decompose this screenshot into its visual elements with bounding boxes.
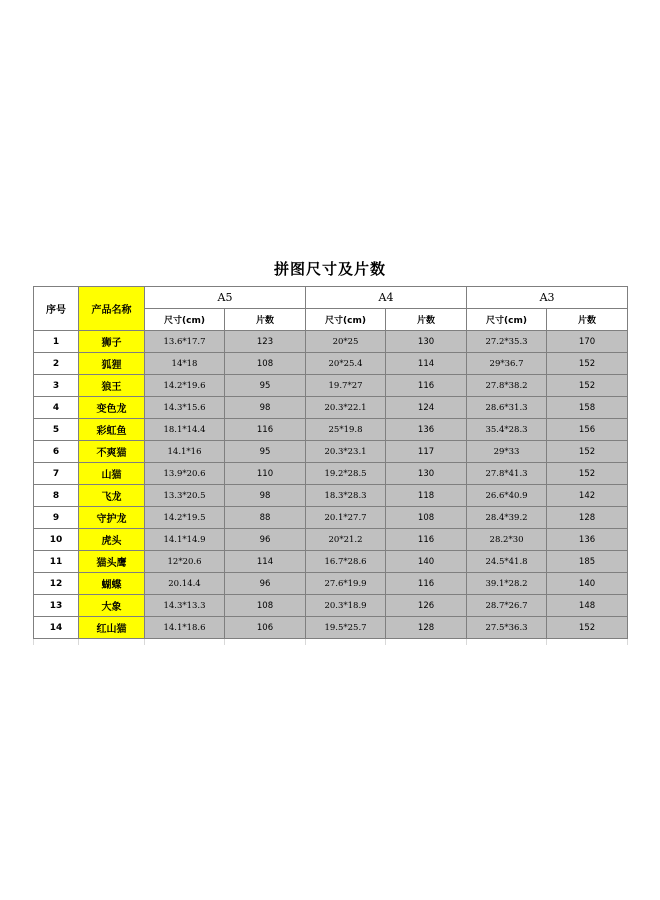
cell-a3-size[interactable]: 28.4*39.2	[467, 507, 547, 529]
table-row	[34, 507, 628, 529]
cell-product-name[interactable]: 彩虹鱼	[79, 419, 145, 441]
cell-a4-size[interactable]: 20.3*23.1	[306, 441, 386, 463]
table-row	[34, 397, 628, 419]
header-seq[interactable]: 序号	[34, 287, 79, 331]
cell-a4-pieces[interactable]: 130	[386, 463, 467, 485]
cell-a3-pieces[interactable]: 152	[547, 617, 628, 639]
table-row	[34, 595, 628, 617]
empty-cell[interactable]	[34, 639, 79, 646]
empty-row	[34, 639, 628, 646]
cell-a3-size[interactable]: 28.6*31.3	[467, 397, 547, 419]
cell-a5-size[interactable]: 14.2*19.5	[145, 507, 225, 529]
cell-product-name[interactable]: 飞龙	[79, 485, 145, 507]
empty-cell[interactable]	[306, 639, 386, 646]
cell-a3-pieces[interactable]: 170	[547, 331, 628, 353]
header-a5-size[interactable]: 尺寸(cm)	[145, 309, 225, 331]
cell-product-name[interactable]: 狐狸	[79, 353, 145, 375]
cell-product-name[interactable]: 猫头鹰	[79, 551, 145, 573]
cell-a4-size[interactable]: 19.5*25.7	[306, 617, 386, 639]
cell-a5-size[interactable]: 14.3*13.3	[145, 595, 225, 617]
cell-a5-pieces[interactable]: 108	[225, 595, 306, 617]
cell-product-name[interactable]: 狮子	[79, 331, 145, 353]
cell-seq[interactable]: 8	[34, 485, 79, 507]
cell-a4-pieces[interactable]: 116	[386, 573, 467, 595]
cell-a3-pieces[interactable]: 152	[547, 441, 628, 463]
cell-a4-pieces[interactable]: 126	[386, 595, 467, 617]
cell-a3-size[interactable]: 26.6*40.9	[467, 485, 547, 507]
cell-product-name[interactable]: 山猫	[79, 463, 145, 485]
cell-a4-size[interactable]: 19.2*28.5	[306, 463, 386, 485]
cell-a3-size[interactable]: 29*33	[467, 441, 547, 463]
cell-seq[interactable]: 13	[34, 595, 79, 617]
table-row	[34, 485, 628, 507]
cell-a4-pieces[interactable]: 117	[386, 441, 467, 463]
cell-a4-pieces[interactable]: 140	[386, 551, 467, 573]
cell-a4-pieces[interactable]: 116	[386, 375, 467, 397]
table-row	[34, 573, 628, 595]
cell-a4-pieces[interactable]: 136	[386, 419, 467, 441]
cell-product-name[interactable]: 红山猫	[79, 617, 145, 639]
cell-a5-size[interactable]: 14.1*14.9	[145, 529, 225, 551]
table-body	[34, 331, 628, 646]
cell-a4-size[interactable]: 20.3*22.1	[306, 397, 386, 419]
cell-a5-size[interactable]: 12*20.6	[145, 551, 225, 573]
cell-a3-size[interactable]: 28.2*30	[467, 529, 547, 551]
cell-a5-pieces[interactable]: 96	[225, 529, 306, 551]
table-row	[34, 353, 628, 375]
cell-a5-pieces[interactable]: 110	[225, 463, 306, 485]
cell-a3-size[interactable]: 39.1*28.2	[467, 573, 547, 595]
cell-a4-size[interactable]: 20*25.4	[306, 353, 386, 375]
header-group-a5[interactable]: A5	[145, 287, 306, 309]
cell-a4-size[interactable]: 20*25	[306, 331, 386, 353]
cell-seq[interactable]: 14	[34, 617, 79, 639]
cell-a5-size[interactable]: 14.3*15.6	[145, 397, 225, 419]
cell-a5-size[interactable]: 13.3*20.5	[145, 485, 225, 507]
cell-seq[interactable]: 1	[34, 331, 79, 353]
table-row	[34, 419, 628, 441]
cell-a3-size[interactable]: 27.5*36.3	[467, 617, 547, 639]
cell-a5-pieces[interactable]: 88	[225, 507, 306, 529]
cell-a5-pieces[interactable]: 98	[225, 397, 306, 419]
cell-a4-size[interactable]: 19.7*27	[306, 375, 386, 397]
cell-product-name[interactable]: 不爽猫	[79, 441, 145, 463]
empty-cell[interactable]	[386, 639, 467, 646]
cell-seq[interactable]: 4	[34, 397, 79, 419]
cell-a3-pieces[interactable]: 140	[547, 573, 628, 595]
cell-a5-size[interactable]: 13.6*17.7	[145, 331, 225, 353]
cell-a5-size[interactable]: 14.1*16	[145, 441, 225, 463]
cell-a3-pieces[interactable]: 185	[547, 551, 628, 573]
header-group-a4[interactable]: A4	[306, 287, 467, 309]
header-a3-size[interactable]: 尺寸(cm)	[467, 309, 547, 331]
cell-a4-pieces[interactable]: 108	[386, 507, 467, 529]
empty-cell[interactable]	[79, 639, 145, 646]
cell-a5-pieces[interactable]: 114	[225, 551, 306, 573]
cell-a4-pieces[interactable]: 130	[386, 331, 467, 353]
table-row	[34, 529, 628, 551]
cell-a5-size[interactable]: 14.1*18.6	[145, 617, 225, 639]
cell-a3-pieces[interactable]: 142	[547, 485, 628, 507]
cell-a5-pieces[interactable]: 98	[225, 485, 306, 507]
cell-a5-pieces[interactable]: 106	[225, 617, 306, 639]
empty-cell[interactable]	[225, 639, 306, 646]
cell-a3-size[interactable]: 27.8*38.2	[467, 375, 547, 397]
header-row-groups	[34, 287, 628, 309]
cell-a3-size[interactable]: 27.8*41.3	[467, 463, 547, 485]
cell-a3-pieces[interactable]: 136	[547, 529, 628, 551]
header-product-name[interactable]: 产品名称	[79, 287, 145, 331]
cell-a5-pieces[interactable]: 95	[225, 375, 306, 397]
cell-seq[interactable]: 2	[34, 353, 79, 375]
table-row	[34, 441, 628, 463]
cell-a5-size[interactable]: 20.14.4	[145, 573, 225, 595]
cell-a4-pieces[interactable]: 114	[386, 353, 467, 375]
cell-a4-pieces[interactable]: 116	[386, 529, 467, 551]
table-row	[34, 375, 628, 397]
cell-seq[interactable]: 11	[34, 551, 79, 573]
cell-a5-pieces[interactable]: 123	[225, 331, 306, 353]
cell-a3-size[interactable]: 24.5*41.8	[467, 551, 547, 573]
header-a4-pieces[interactable]: 片数	[386, 309, 467, 331]
cell-a3-pieces[interactable]: 156	[547, 419, 628, 441]
cell-a4-size[interactable]: 25*19.8	[306, 419, 386, 441]
cell-a5-pieces[interactable]: 116	[225, 419, 306, 441]
cell-seq[interactable]: 3	[34, 375, 79, 397]
cell-seq[interactable]: 12	[34, 573, 79, 595]
table-title: 拼图尺寸及片数	[273, 260, 386, 278]
cell-product-name[interactable]: 变色龙	[79, 397, 145, 419]
cell-a3-pieces[interactable]: 128	[547, 507, 628, 529]
cell-a4-size[interactable]: 27.6*19.9	[306, 573, 386, 595]
cell-product-name[interactable]: 狼王	[79, 375, 145, 397]
cell-seq[interactable]: 9	[34, 507, 79, 529]
puzzle-size-table	[33, 286, 628, 645]
cell-seq[interactable]: 5	[34, 419, 79, 441]
cell-a3-pieces[interactable]: 158	[547, 397, 628, 419]
cell-seq[interactable]: 10	[34, 529, 79, 551]
cell-a3-pieces[interactable]: 148	[547, 595, 628, 617]
cell-product-name[interactable]: 大象	[79, 595, 145, 617]
cell-product-name[interactable]: 虎头	[79, 529, 145, 551]
cell-a4-size[interactable]: 20*21.2	[306, 529, 386, 551]
empty-cell[interactable]	[467, 639, 547, 646]
header-a4-size[interactable]: 尺寸(cm)	[306, 309, 386, 331]
cell-a5-size[interactable]: 14.2*19.6	[145, 375, 225, 397]
empty-cell[interactable]	[145, 639, 225, 646]
cell-a4-pieces[interactable]: 128	[386, 617, 467, 639]
cell-a3-pieces[interactable]: 152	[547, 353, 628, 375]
cell-a4-pieces[interactable]: 118	[386, 485, 467, 507]
header-a3-pieces[interactable]: 片数	[547, 309, 628, 331]
cell-a5-pieces[interactable]: 95	[225, 441, 306, 463]
header-a5-pieces[interactable]: 片数	[225, 309, 306, 331]
cell-seq[interactable]: 6	[34, 441, 79, 463]
cell-a4-size[interactable]: 18.3*28.3	[306, 485, 386, 507]
cell-a5-size[interactable]: 18.1*14.4	[145, 419, 225, 441]
cell-a3-size[interactable]: 27.2*35.3	[467, 331, 547, 353]
cell-product-name[interactable]: 蝴蝶	[79, 573, 145, 595]
cell-a3-size[interactable]: 35.4*28.3	[467, 419, 547, 441]
cell-a3-size[interactable]: 29*36.7	[467, 353, 547, 375]
empty-cell[interactable]	[547, 639, 628, 646]
cell-a5-pieces[interactable]: 108	[225, 353, 306, 375]
cell-a5-size[interactable]: 13.9*20.6	[145, 463, 225, 485]
table-row	[34, 617, 628, 639]
cell-a5-size[interactable]: 14*18	[145, 353, 225, 375]
table-row	[34, 463, 628, 485]
cell-product-name[interactable]: 守护龙	[79, 507, 145, 529]
cell-seq[interactable]: 7	[34, 463, 79, 485]
cell-a3-pieces[interactable]: 152	[547, 463, 628, 485]
spreadsheet	[33, 248, 627, 645]
table-row	[34, 551, 628, 573]
cell-a5-pieces[interactable]: 96	[225, 573, 306, 595]
cell-a4-size[interactable]: 20.1*27.7	[306, 507, 386, 529]
header-group-a3[interactable]: A3	[467, 287, 628, 309]
table-row	[34, 331, 628, 353]
cell-a4-pieces[interactable]: 124	[386, 397, 467, 419]
cell-a3-pieces[interactable]: 152	[547, 375, 628, 397]
cell-a3-size[interactable]: 28.7*26.7	[467, 595, 547, 617]
cell-a4-size[interactable]: 20.3*18.9	[306, 595, 386, 617]
cell-a4-size[interactable]: 16.7*28.6	[306, 551, 386, 573]
